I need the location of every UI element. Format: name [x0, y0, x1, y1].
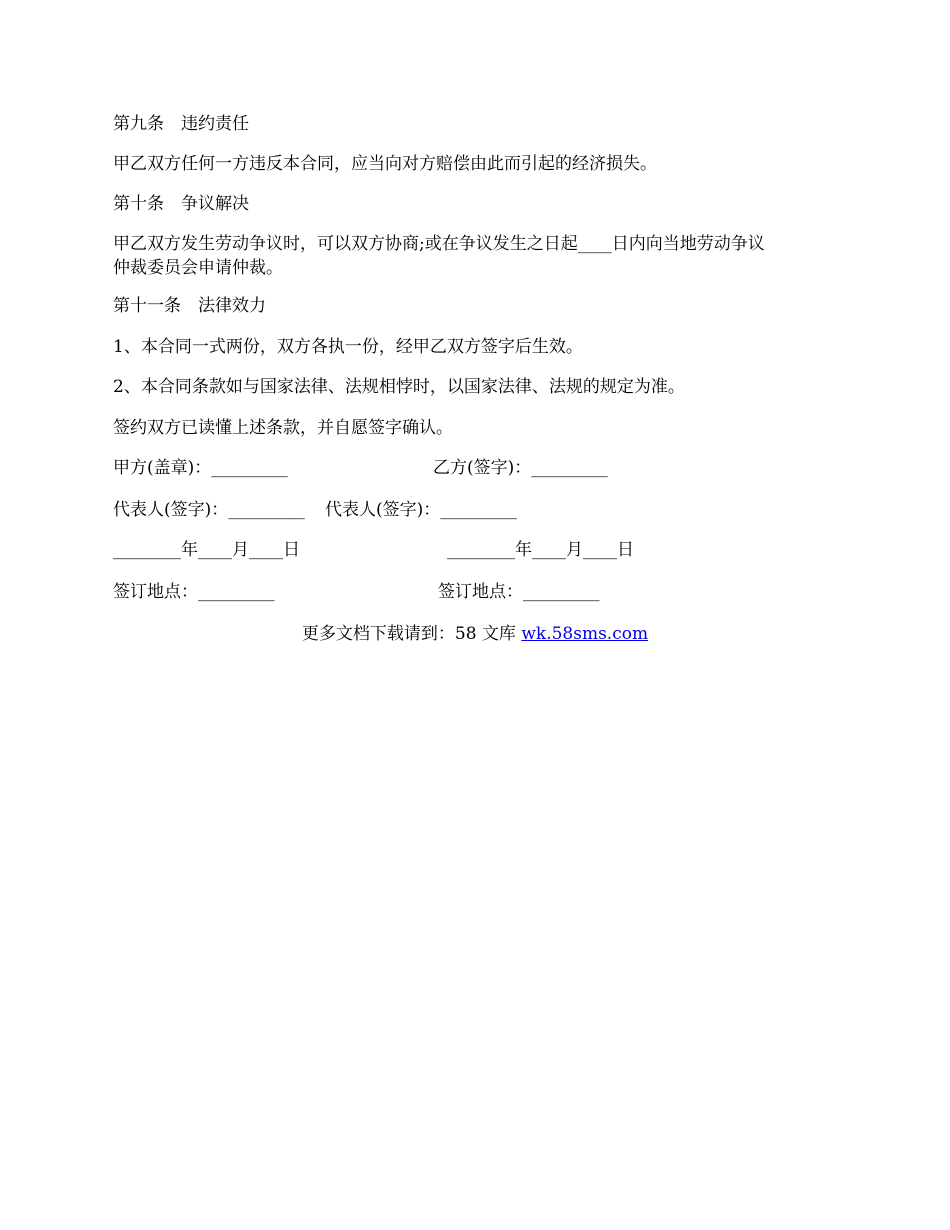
signing-place-b: 签订地点：_________: [438, 582, 600, 602]
article9-heading: 第九条 违约责任: [113, 114, 249, 134]
footer-text: 更多文档下载请到：58 文库: [301, 624, 522, 644]
representative-a-signature: 代表人(签字)：_________: [113, 500, 305, 520]
date-b: ________年____月____日: [447, 540, 634, 560]
article10-heading: 第十条 争议解决: [113, 194, 249, 214]
footer: [0, 622, 950, 646]
party-b-signature: 乙方(签字)：_________: [433, 458, 608, 478]
date-a: ________年____月____日: [113, 540, 300, 560]
article10-body-line2: 仲裁委员会申请仲裁。: [113, 258, 283, 278]
article11-item1: 1、本合同一式两份，双方各执一份，经甲乙双方签字后生效。: [113, 337, 583, 357]
article10-body-line1: 甲乙双方发生劳动争议时，可以双方协商;或在争议发生之日起____日内向当地劳动争议: [113, 234, 765, 254]
article11-item2: 2、本合同条款如与国家法律、法规相悖时，以国家法律、法规的规定为准。: [113, 377, 685, 397]
footer-link[interactable]: wk.58sms.com: [521, 624, 649, 644]
article11-heading: 第十一条 法律效力: [113, 296, 266, 316]
representative-b-signature: 代表人(签字)：_________: [325, 500, 517, 520]
signing-place-a: 签订地点：_________: [113, 582, 275, 602]
party-a-seal: 甲方(盖章)：_________: [113, 458, 288, 478]
article9-body: 甲乙双方任何一方违反本合同，应当向对方赔偿由此而引起的经济损失。: [113, 154, 657, 174]
confirmation-text: 签约双方已读懂上述条款，并自愿签字确认。: [113, 418, 453, 438]
